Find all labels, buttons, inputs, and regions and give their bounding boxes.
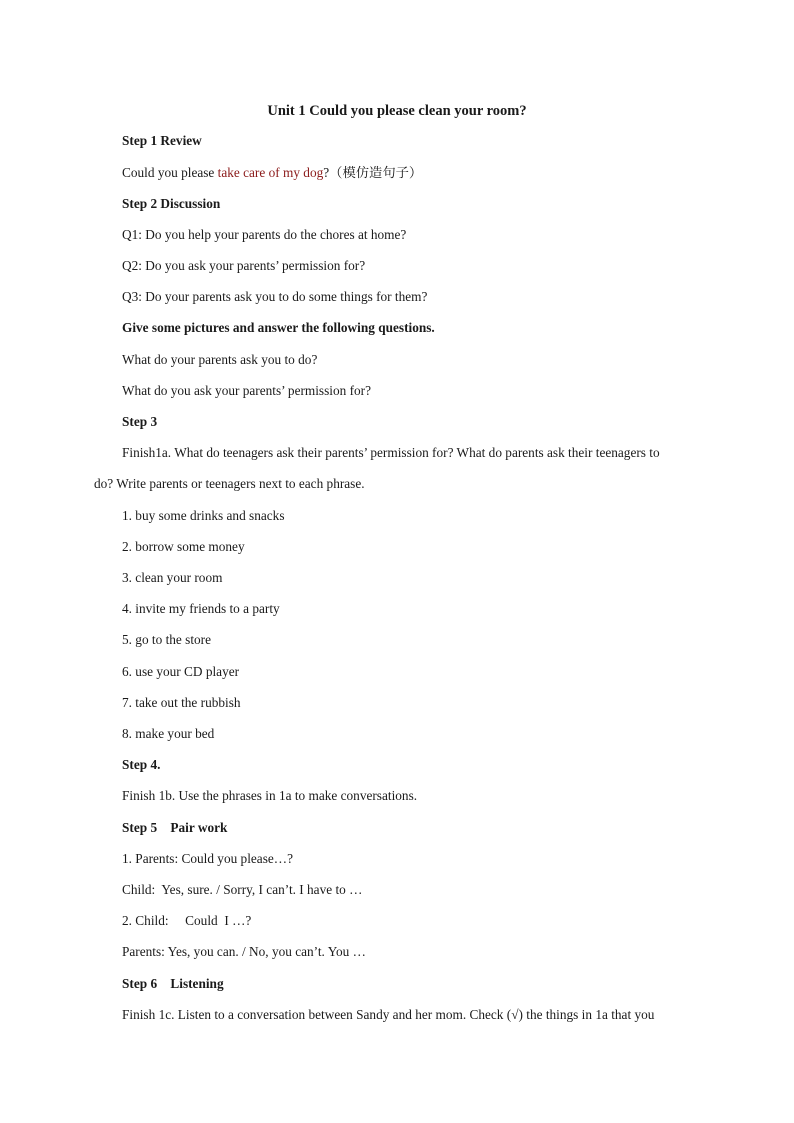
step1-heading: Step 1 Review: [122, 133, 202, 148]
phrase-item: 7. take out the rubbish: [122, 695, 241, 710]
step6-heading: Step 6 Listening: [122, 976, 224, 991]
dialogue-line: 2. Child: Could I …?: [122, 913, 252, 928]
step1-sentence-prefix: Could you please: [122, 165, 218, 180]
step1-sentence: [122, 163, 422, 183]
phrase-item: 2. borrow some money: [122, 539, 245, 554]
follow-up-question: What do your parents ask you to do?: [122, 352, 318, 367]
step3-instruction-line2: do? Write parents or teenagers next to each phrase.: [94, 476, 365, 491]
dialogue-line: Child: Yes, sure. / Sorry, I can’t. I have to …: [122, 882, 363, 897]
step4-heading: Step 4.: [122, 757, 161, 772]
step3-heading: Step 3: [122, 414, 158, 429]
step2-heading: Step 2 Discussion: [122, 196, 221, 211]
phrase-item: 4. invite my friends to a party: [122, 601, 280, 616]
step3-instruction-line1: Finish1a. What do teenagers ask their parents’ permission for? What do parents ask their teenagers to: [122, 445, 660, 460]
step2-prompt: Give some pictures and answer the following questions.: [122, 320, 435, 335]
phrase-item: 3. clean your room: [122, 570, 223, 585]
phrase-item: 8. make your bed: [122, 726, 215, 741]
follow-up-question: What do you ask your parents’ permission for?: [122, 383, 372, 398]
step6-instruction: Finish 1c. Listen to a conversation between Sandy and her mom. Check (√) the things in 1a that you: [122, 1007, 655, 1022]
question-q1: Q1: Do you help your parents do the chores at home?: [122, 227, 407, 242]
dialogue-line: 1. Parents: Could you please…?: [122, 851, 293, 866]
question-q3: Q3: Do your parents ask you to do some things for them?: [122, 289, 428, 304]
phrase-item: 6. use your CD player: [122, 664, 240, 679]
step1-sentence-highlight: take care of my dog: [217, 165, 324, 180]
phrase-item: 5. go to the store: [122, 632, 212, 647]
step4-instruction: Finish 1b. Use the phrases in 1a to make conversations.: [122, 788, 418, 803]
question-q2: Q2: Do you ask your parents’ permission for?: [122, 258, 366, 273]
dialogue-line: Parents: Yes, you can. / No, you can’t. You …: [122, 944, 366, 959]
phrase-item: 1. buy some drinks and snacks: [122, 508, 285, 523]
step5-heading: Step 5 Pair work: [122, 820, 228, 835]
document-title: Unit 1 Could you please clean your room?: [267, 103, 527, 119]
step1-sentence-suffix: ?（模仿造句子）: [323, 165, 423, 180]
